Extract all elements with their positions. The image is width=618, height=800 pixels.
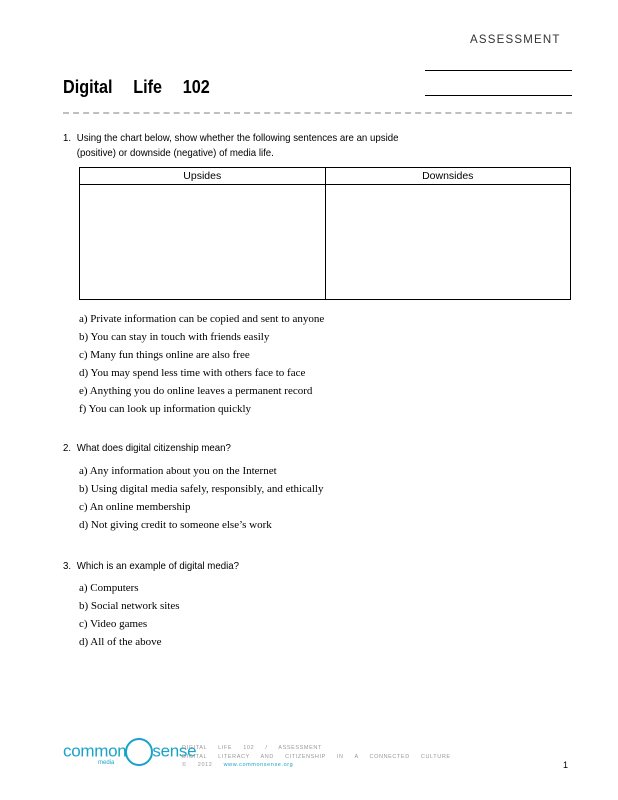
question-number: 1.: [63, 132, 72, 144]
answer-option[interactable]: c) Video games: [79, 618, 148, 630]
question-number: 3.: [63, 560, 72, 572]
list-item: a) Private information can be copied and sent to anyone: [79, 313, 325, 325]
list-item: f) You can look up information quickly: [79, 403, 252, 415]
question-1: [63, 131, 495, 161]
question-number: 2.: [63, 442, 72, 454]
upsides-downsides-chart: [79, 167, 571, 300]
downsides-cell[interactable]: [326, 185, 571, 299]
downsides-column: [325, 168, 571, 299]
answer-option[interactable]: b) Social network sites: [79, 600, 180, 612]
question-text: Using the chart below, show whether the following sentences are an upside: [76, 132, 399, 144]
assessment-label: ASSESSMENT: [470, 34, 561, 46]
list-item: e) Anything you do online leaves a permanent record: [79, 385, 313, 397]
logo-ring-icon: [125, 738, 153, 766]
question-text-continued: (positive) or downside (negative) of media life.: [76, 147, 274, 159]
footer-line-1: DIGITAL LIFE 102 / ASSESSMENT: [182, 745, 322, 751]
question-text: Which is an example of digital media?: [76, 560, 239, 572]
downsides-header: Downsides: [326, 168, 571, 185]
common-sense-logo: common sense: [63, 738, 196, 766]
page-number: 1: [563, 760, 569, 770]
date-line: [425, 95, 572, 96]
list-item: b) You can stay in touch with friends easily: [79, 331, 270, 343]
question-3-options: [79, 579, 180, 651]
question-2: [63, 442, 231, 454]
question-text: What does digital citizenship mean?: [76, 442, 231, 454]
answer-option[interactable]: c) An online membership: [79, 501, 191, 513]
list-item: c) Many fun things online are also free: [79, 349, 250, 361]
answer-option[interactable]: d) All of the above: [79, 636, 162, 648]
answer-option[interactable]: a) Computers: [79, 582, 139, 594]
answer-option[interactable]: b) Using digital media safely, responsibly, and ethically: [79, 483, 324, 495]
question-2-options: [79, 462, 324, 534]
footer-line-3: © 2012 www.commonsense.org: [182, 762, 294, 768]
footer-text: [182, 744, 451, 770]
upsides-column: [80, 168, 325, 299]
divider: [63, 112, 572, 114]
question-3: [63, 560, 239, 572]
answer-option[interactable]: d) Not giving credit to someone else’s work: [79, 519, 272, 531]
question-1-options: [79, 310, 324, 418]
upsides-header: Upsides: [80, 168, 325, 185]
footer-url-link[interactable]: www.commonsense.org: [223, 762, 294, 768]
name-line: [425, 70, 572, 71]
logo-subtitle: media: [98, 760, 115, 766]
list-item: d) You may spend less time with others face to face: [79, 367, 306, 379]
upsides-cell[interactable]: [80, 185, 325, 299]
page-title: Digital Life 102: [63, 77, 210, 97]
answer-option[interactable]: a) Any information about you on the Internet: [79, 465, 277, 477]
footer-line-2: DIGITAL LITERACY AND CITIZENSHIP IN A CONNECTED CULTURE: [182, 753, 451, 760]
